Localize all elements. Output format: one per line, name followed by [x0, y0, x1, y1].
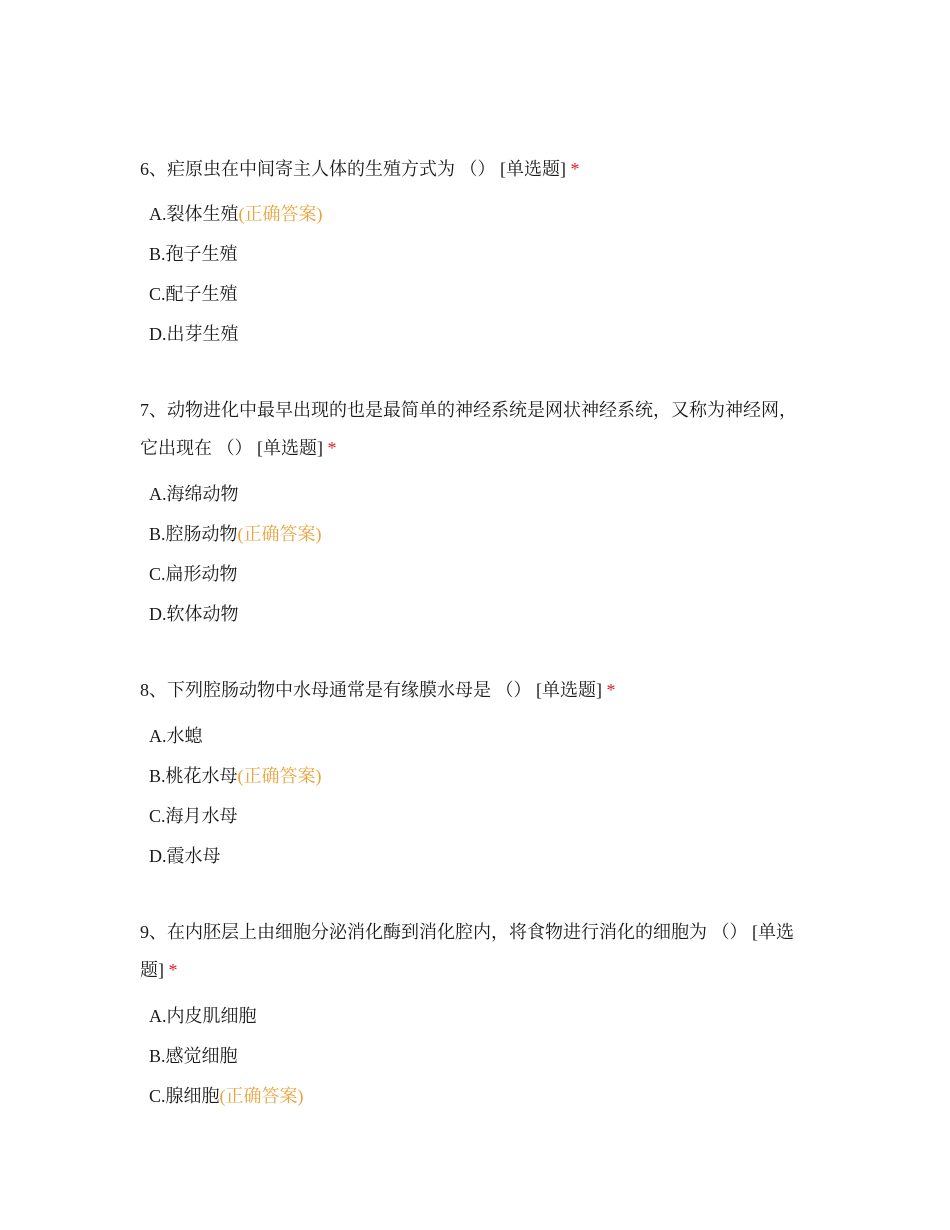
correct-answer-label: (正确答案) — [238, 204, 323, 224]
question-6-option-a: A.裂体生殖(正确答案) — [149, 204, 323, 224]
correct-answer-label: (正确答案) — [237, 766, 322, 786]
question-6-option-d: D.出芽生殖 — [149, 324, 239, 344]
correct-answer-label: (正确答案) — [219, 1086, 304, 1106]
question-6-option-b: B.孢子生殖 — [149, 244, 238, 264]
question-8-option-d: D.霞水母 — [149, 846, 221, 866]
question-9-option-a: A.内皮肌细胞 — [149, 1006, 257, 1026]
question-8-option-a: A.水螅 — [149, 726, 203, 746]
required-mark: * — [327, 438, 337, 458]
required-mark: * — [570, 159, 580, 179]
question-8-option-c: C.海月水母 — [149, 806, 238, 826]
question-9-option-b: B.感觉细胞 — [149, 1046, 238, 1066]
question-8-option-b: B.桃花水母(正确答案) — [149, 766, 322, 786]
question-9-option-c: C.腺细胞(正确答案) — [149, 1086, 304, 1106]
question-7-option-a: A.海绵动物 — [149, 484, 239, 504]
question-7-option-b: B.腔肠动物(正确答案) — [149, 524, 322, 544]
question-6-title: 6、疟原虫在中间寄主人体的生殖方式为 （） [单选题] * — [140, 159, 580, 179]
question-6-option-c: C.配子生殖 — [149, 284, 238, 304]
correct-answer-label: (正确答案) — [237, 524, 322, 544]
question-7-option-d: D.软体动物 — [149, 604, 239, 624]
required-mark: * — [168, 960, 178, 980]
question-9-title: 9、在内胚层上由细胞分泌消化酶到消化腔内，将食物进行消化的细胞为 （） [单选题] * — [140, 922, 794, 980]
question-8-title: 8、下列腔肠动物中水母通常是有缘膜水母是 （） [单选题] * — [140, 680, 616, 700]
required-mark: * — [606, 680, 616, 700]
question-7-title: 7、动物进化中最早出现的也是最简单的神经系统是网状神经系统，又称为神经网，它出现在 （） [单选题] * — [140, 400, 797, 458]
question-7-option-c: C.扁形动物 — [149, 564, 238, 584]
